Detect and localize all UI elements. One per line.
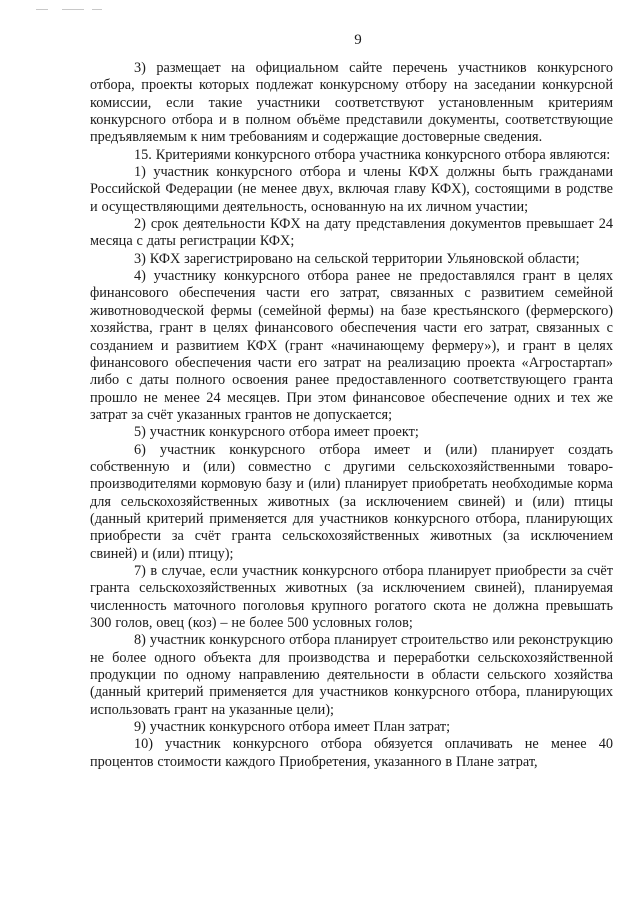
criterion-8: 8) участник конкурсного отбора планирует строительство или реконструкцию не более одного объекта для производства и переработки сельскохозяйственной продукции по одному направлению деятельности в области сельского хозяйства (данный критерий применяется для участников конкурсного отбора, планирующих использовать грант на указанные цели);: [90, 632, 613, 718]
criterion-2: 2) срок деятельности КФХ на дату представления документов превышает 24 месяца с даты регистрации КФХ;: [90, 216, 613, 250]
scan-artifact: [92, 9, 102, 10]
paragraph-15-criteria-heading: 15. Критериями конкурсного отбора участника конкурсного отбора являются:: [134, 146, 611, 163]
criterion-6: 6) участник конкурсного отбора имеет и (или) планирует создать собственную и (или) совместно с другими сельскохозяйственными товаро-производителями кормовую базу и (или) планирует приобретать необходимые корма для сельскохозяйственных животных (за исключением свиней) и (или) птицы (данный критерий применяется для участников конкурсного отбора, планирующих приобрести за счёт гранта сельскохозяйственных животных (за исключением свиней) и (или) птицу);: [90, 441, 613, 562]
criterion-9: 9) участник конкурсного отбора имеет План затрат;: [134, 719, 451, 736]
criterion-5: 5) участник конкурсного отбора имеет проект;: [134, 424, 419, 441]
criterion-7: 7) в случае, если участник конкурсного отбора планирует приобрести за счёт гранта сельскохозяйственных животных (за исключением свиней), планируемая численность маточного поголовья крупного рогатого скота не должна превышать 300 голов, овец (коз) – не более 500 условных голов;: [90, 562, 613, 631]
scan-artifact: [36, 9, 48, 10]
paragraph-3-publish: 3) размещает на официальном сайте перечень участников конкурсного отбора, проекты которых подлежат конкурсному отбору на заседании конкурсной комиссии, если такие участники соответствуют установленным критериям конкурсного отбора и в полном объёме представили документы, соответствующие предъявляемым к ним требованиям и содержащие достоверные сведения.: [90, 60, 613, 146]
criterion-10: 10) участник конкурсного отбора обязуется оплачивать не менее 40 процентов стоимости каждого Приобретения, указанного в Плане затрат,: [90, 736, 613, 770]
criterion-3: 3) КФХ зарегистрировано на сельской территории Ульяновской области;: [134, 250, 580, 267]
criterion-4: 4) участнику конкурсного отбора ранее не предоставлялся грант в целях финансового обеспечения части его затрат, связанных с развитием семейной животноводческой фермы (семейной фермы) на базе крестьянского (фермерского) хозяйства, грант в целях финансового обеспечения части его затрат, связанных с созданием и развитием КФХ (грант «начинающему фермеру»), и грант в целях финансового обеспечения части его затрат на реализацию проекта «Агростартап» либо с даты полного освоения ранее предоставленного соответствующего гранта прошло не менее 24 месяцев. При этом финансовое обеспечение одних и тех же затрат за счёт указанных грантов не допускается;: [90, 268, 613, 423]
document-body: [90, 60, 613, 771]
page-number: 9: [354, 32, 362, 48]
criterion-1: 1) участник конкурсного отбора и члены КФХ должны быть гражданами Российской Федерации (не менее двух, включая главу КФХ), состоящими в родстве и осуществляющими деятельность, основанную на их личном участии;: [90, 164, 613, 215]
scan-artifact: [62, 9, 84, 10]
